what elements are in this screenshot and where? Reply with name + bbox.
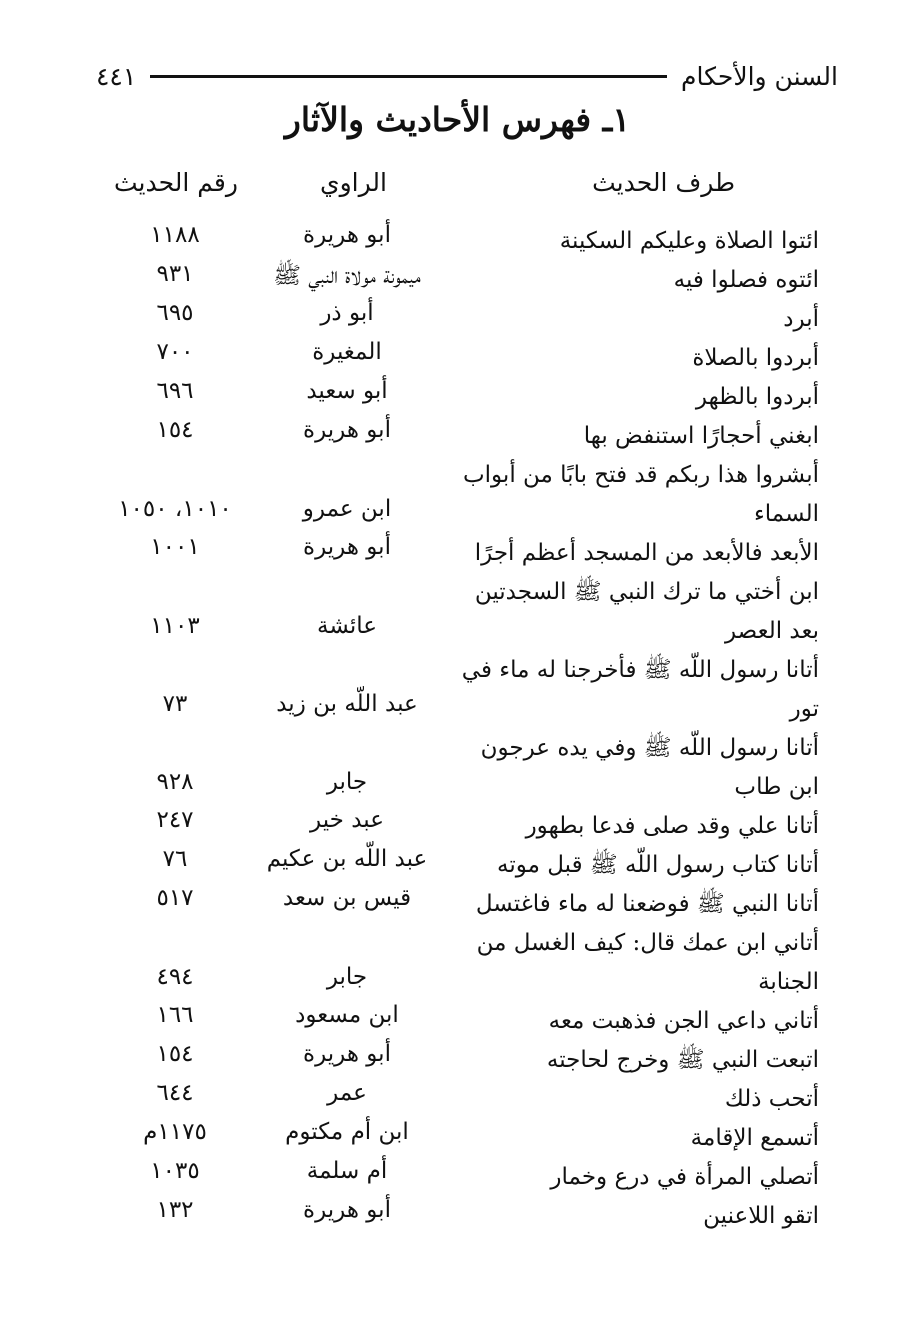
narrator: جابر — [326, 769, 368, 795]
book-title: السنن والأحكام — [680, 61, 838, 91]
header-rule — [150, 75, 667, 78]
hadith-number: ٢٤٧ — [156, 807, 194, 833]
index-row — [0, 259, 915, 298]
index-row — [0, 844, 915, 883]
index-row — [0, 454, 915, 532]
narrator: أبو سعيد — [306, 378, 388, 404]
hadith-number: ٦٩٦ — [156, 378, 194, 404]
hadith-number: ٧٣ — [162, 691, 188, 717]
narrator: المغيرة — [312, 339, 382, 365]
index-row — [0, 571, 915, 649]
index-row — [0, 1078, 915, 1117]
narrator: عائشة — [317, 613, 377, 639]
index-row — [0, 649, 915, 727]
column-headers — [0, 168, 915, 208]
hadith-text: ابغني أحجارًا استنفض بها — [583, 423, 819, 449]
narrator: ابن مسعود — [295, 1002, 399, 1028]
hadith-text: أتانا رسول اللّه ﷺ فأخرجنا له ماء في تور — [461, 657, 819, 722]
hadith-number: ١٠٠١ — [150, 534, 200, 560]
hadith-number: ٦٤٤ — [156, 1080, 194, 1106]
running-header — [96, 58, 838, 94]
index-row — [0, 1195, 915, 1234]
hadith-text: أتاني داعي الجن فذهبت معه — [548, 1008, 819, 1034]
narrator: قيس بن سعد — [282, 885, 412, 911]
hadith-text: أتسمع الإقامة — [690, 1125, 819, 1151]
narrator: ابن عمرو — [302, 496, 392, 522]
hadith-number: ١٥٤ — [156, 417, 194, 443]
hadith-text: أتحب ذلك — [724, 1086, 819, 1112]
hadith-number: ١٠٣٥ — [150, 1158, 200, 1184]
hadith-text: ابن أختي ما ترك النبي ﷺ السجدتين بعد العصر — [474, 579, 819, 644]
index-row — [0, 376, 915, 415]
hadith-number: ١٥٤ — [156, 1041, 194, 1067]
index-row — [0, 1000, 915, 1039]
hadith-number: ١١٨٨ — [150, 222, 200, 248]
hadith-number: ١٦٦ — [156, 1002, 194, 1028]
hadith-number: ١١٧٥م — [143, 1119, 207, 1145]
hadith-text: أبردوا بالصلاة — [692, 345, 819, 371]
index-row — [0, 1039, 915, 1078]
narrator: أم سلمة — [306, 1158, 388, 1184]
narrator: عبد اللّه بن زيد — [276, 691, 418, 717]
page-number: ٤٤١ — [96, 61, 137, 91]
hadith-text: الأبعد فالأبعد من المسجد أعظم أجرًا — [474, 540, 819, 566]
index-row — [0, 805, 915, 844]
column-header-hadith: طرف الحديث — [592, 168, 735, 197]
narrator: أبو هريرة — [303, 222, 391, 248]
hadith-text: اتقو اللاعنين — [703, 1203, 819, 1229]
narrator: جابر — [326, 964, 368, 990]
narrator: عبد خير — [310, 807, 384, 833]
hadith-number: ١٠١٠، ١٠٥٠ — [118, 496, 232, 522]
narrator: أبو هريرة — [303, 1041, 391, 1067]
index-row — [0, 1117, 915, 1156]
hadith-text: ائتوه فصلوا فيه — [673, 267, 819, 293]
hadith-text: أتانا النبي ﷺ فوضعنا له ماء فاغتسل — [475, 891, 819, 917]
hadith-text: أتانا رسول اللّه ﷺ وفي يده عرجون ابن طاب — [480, 735, 819, 800]
narrator: أبو هريرة — [303, 1197, 391, 1223]
hadith-number: ٥١٧ — [156, 885, 194, 911]
hadith-text: أبرد — [783, 306, 819, 332]
narrator: عبد اللّه بن عكيم — [266, 846, 428, 872]
index-row — [0, 532, 915, 571]
hadith-text: أتانا علي وقد صلى فدعا بطهور — [525, 813, 819, 839]
narrator: ميمونة مولاة النبي ﷺ — [273, 263, 421, 289]
hadith-text: أبشروا هذا ربكم قد فتح بابًا من أبواب السماء — [463, 462, 819, 527]
hadith-text: اتبعت النبي ﷺ وخرج لحاجته — [546, 1047, 819, 1073]
index-row — [0, 298, 915, 337]
index-title: ١ـ فهرس الأحاديث والآثار — [284, 100, 631, 139]
index-row — [0, 337, 915, 376]
hadith-number: ١١٠٣ — [150, 613, 200, 639]
index-row — [0, 1156, 915, 1195]
index-row — [0, 922, 915, 1000]
index-row — [0, 220, 915, 259]
hadith-text: ائتوا الصلاة وعليكم السكينة — [559, 228, 819, 254]
hadith-number: ٩٢٨ — [156, 769, 194, 795]
hadith-number: ٧٦ — [162, 846, 188, 872]
hadith-text: أتصلي المرأة في درع وخمار — [550, 1164, 819, 1190]
index-row — [0, 727, 915, 805]
hadith-number: ٤٩٤ — [156, 964, 194, 990]
narrator: أبو هريرة — [303, 417, 391, 443]
hadith-text: أبردوا بالظهر — [695, 384, 819, 410]
column-header-narrator: الراوي — [320, 168, 387, 197]
hadith-text: أتانا كتاب رسول اللّه ﷺ قبل موته — [496, 852, 819, 878]
hadith-index-list — [0, 220, 915, 1234]
hadith-number: ٧٠٠ — [156, 339, 194, 365]
index-row — [0, 883, 915, 922]
column-header-number: رقم الحديث — [114, 168, 238, 197]
narrator: ابن أم مكتوم — [285, 1119, 409, 1145]
index-row — [0, 415, 915, 454]
hadith-number: ٩٣١ — [156, 261, 194, 287]
hadith-number: ٦٩٥ — [156, 300, 194, 326]
narrator: أبو ذر — [320, 300, 374, 326]
hadith-text: أتاني ابن عمك قال: كيف الغسل من الجنابة — [476, 930, 819, 995]
hadith-number: ١٣٢ — [156, 1197, 194, 1223]
narrator: عمر — [327, 1080, 367, 1106]
narrator: أبو هريرة — [303, 534, 391, 560]
